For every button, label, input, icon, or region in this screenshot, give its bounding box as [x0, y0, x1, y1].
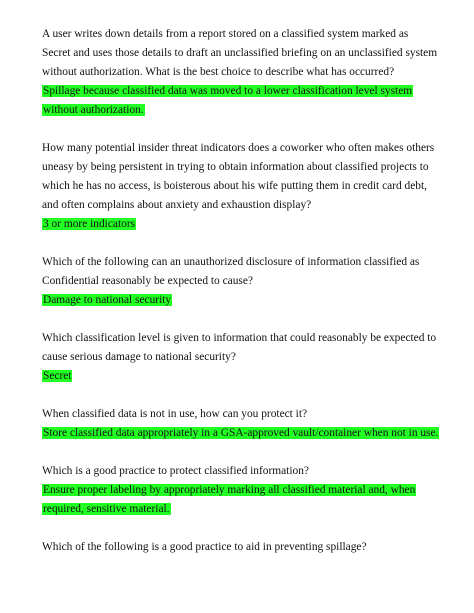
question-4-line-2: cause serious damage to national security? — [42, 351, 236, 363]
question-3-line-1: Which of the following can an unauthorized disclosure of information classified as — [42, 256, 420, 268]
answer-3-highlight-1: Damage to national security — [43, 294, 172, 306]
answer-4-highlight-1: Secret — [43, 370, 72, 382]
answer-1-line-1 — [42, 84, 413, 98]
answer-5-line-1 — [42, 426, 439, 440]
answer-6-line-1 — [42, 483, 416, 497]
question-2-line-4: and often complains about anxiety and exhaustion display? — [42, 199, 312, 211]
question-6-line-1: Which is a good practice to protect classified information? — [42, 465, 309, 477]
answer-5-highlight-1: Store classified data appropriately in a GSA-approved vault/container when not in use. — [43, 427, 439, 439]
question-5-line-1: When classified data is not in use, how can you protect it? — [42, 408, 308, 420]
answer-6-highlight-2: required, sensitive material. — [43, 503, 170, 515]
answer-6-highlight-1: Ensure proper labeling by appropriately marking all classified material and, when — [43, 484, 416, 496]
question-2-line-1: How many potential insider threat indicators does a coworker who often makes others — [42, 142, 435, 154]
answer-2-line-1 — [42, 217, 136, 231]
question-7-line-1: Which of the following is a good practice to aid in preventing spillage? — [42, 541, 367, 553]
answer-6-line-2 — [42, 502, 171, 516]
answer-1-highlight-1: Spillage because classified data was moved to a lower classification level system — [43, 85, 413, 97]
question-3-line-2: Confidential reasonably be expected to cause? — [42, 275, 253, 287]
answer-2-highlight-1: 3 or more indicators — [43, 218, 136, 230]
answer-1-highlight-2: without authorization. — [43, 104, 144, 116]
answer-4-line-1 — [42, 369, 72, 383]
question-2-line-3: which he has no access, is boisterous about his wife putting them in credit card debt, — [42, 180, 427, 192]
question-1-line-2: Secret and uses those details to draft an unclassified briefing on an unclassified system — [42, 47, 438, 59]
answer-3-line-1 — [42, 293, 172, 307]
question-1-line-1: A user writes down details from a report stored on a classified system marked as — [42, 28, 409, 40]
question-2-line-2: uneasy by being persistent in trying to obtain information about classified projects to — [42, 161, 429, 173]
answer-1-line-2 — [42, 103, 145, 117]
question-4-line-1: Which classification level is given to information that could reasonably be expected to — [42, 332, 437, 344]
question-1-line-3: without authorization. What is the best choice to describe what has occurred? — [42, 66, 395, 78]
